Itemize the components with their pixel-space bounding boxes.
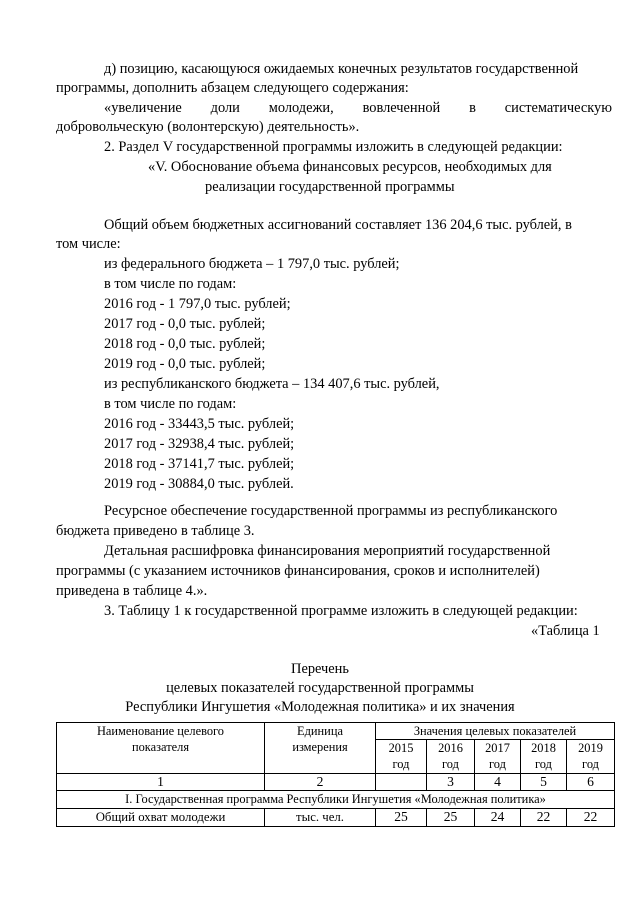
section-heading: «V. Обоснование объема финансовых ресурсов, необходимых для [148,159,552,175]
body-line: 2019 год - 30884,0 тыс. рублей. [104,476,294,492]
header-year: 2019 год [567,740,615,774]
value-cell: 22 [567,809,615,827]
value-cell: 24 [475,809,521,827]
body-line: программы, дополнить абзацем следующего содержания: [56,80,409,96]
table-header-row [57,723,615,740]
column-number: 4 [475,774,521,791]
table-section-row [57,791,615,809]
body-line: 2019 год - 0,0 тыс. рублей; [104,356,266,372]
column-number [376,774,427,791]
unit-cell: тыс. чел. [265,809,376,827]
header-indicator-name: Наименование целевого показателя [57,723,265,774]
body-line: Общий объем бюджетных ассигнований составляет 136 204,6 тыс. рублей, в [104,217,572,233]
body-line: 3. Таблицу 1 к государственной программе изложить в следующей редакции: [104,603,578,619]
column-number: 5 [521,774,567,791]
column-number: 6 [567,774,615,791]
body-line: 2018 год - 0,0 тыс. рублей; [104,336,266,352]
header-year: 2016 год [427,740,475,774]
body-line: приведена в таблице 4.». [56,583,208,599]
body-line: том числе: [56,236,121,252]
header-values: Значения целевых показателей [376,723,615,740]
section-heading: реализации государственной программы [205,179,455,195]
body-line: 2. Раздел V государственной программы изложить в следующей редакции: [104,139,563,155]
header-year: 2018 год [521,740,567,774]
body-line: в том числе по годам: [104,396,237,412]
table-title: Республики Ингушетия «Молодежная политика» и их значения [125,699,515,715]
body-line: 2017 год - 32938,4 тыс. рублей; [104,436,295,452]
body-line: бюджета приведено в таблице 3. [56,523,255,539]
body-line: 2017 год - 0,0 тыс. рублей; [104,316,266,332]
body-line: 2016 год - 33443,5 тыс. рублей; [104,416,295,432]
body-line: «увеличение доли молодежи, вовлеченной в систематическую [104,100,612,116]
header-year: 2017 год [475,740,521,774]
body-line: из федерального бюджета – 1 797,0 тыс. рублей; [104,256,400,272]
table-title: целевых показателей государственной программы [166,680,474,696]
indicator-name-cell: Общий охват молодежи [57,809,265,827]
table-column-numbers-row [57,774,615,791]
body-line: программы (с указанием источников финансирования, сроков и исполнителей) [56,563,540,579]
column-number: 3 [427,774,475,791]
value-cell: 25 [427,809,475,827]
body-line: 2018 год - 37141,7 тыс. рублей; [104,456,295,472]
column-number: 1 [57,774,265,791]
table-label: «Таблица 1 [531,623,600,639]
body-line: Детальная расшифровка финансирования мероприятий государственной [104,543,551,559]
body-line: д) позицию, касающуюся ожидаемых конечных результатов государственной [104,61,579,77]
table-title: Перечень [291,661,349,677]
body-line: в том числе по годам: [104,276,237,292]
body-line: 2016 год - 1 797,0 тыс. рублей; [104,296,291,312]
value-cell: 25 [376,809,427,827]
body-line: из республиканского бюджета – 134 407,6 тыс. рублей, [104,376,440,392]
header-year: 2015 год [376,740,427,774]
body-line: добровольческую (волонтерскую) деятельность». [56,119,360,135]
header-unit: Единица измерения [265,723,376,774]
indicators-table [56,722,615,827]
column-number: 2 [265,774,376,791]
body-line: Ресурсное обеспечение государственной программы из республиканского [104,503,558,519]
table-row [57,809,615,827]
section-title-cell: I. Государственная программа Республики Ингушетия «Молодежная политика» [57,791,615,809]
value-cell: 22 [521,809,567,827]
